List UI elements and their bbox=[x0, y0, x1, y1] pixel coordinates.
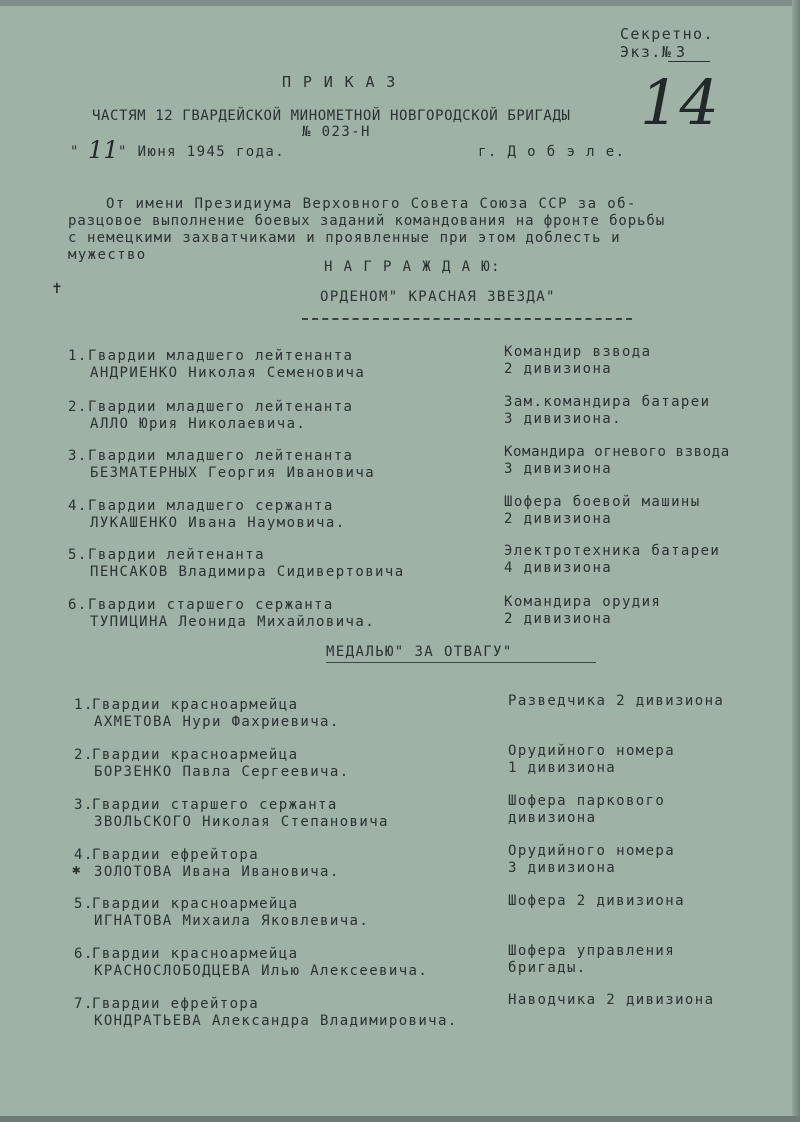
entry-name: КРАСНОСЛОБОДЦЕВА Илью Алексеевича. bbox=[94, 963, 429, 979]
entry-position: Зам.командира батареи bbox=[504, 394, 711, 410]
entry-position: Орудийного номера bbox=[508, 843, 676, 859]
entry-position: Командир взвода bbox=[504, 344, 652, 360]
entry-rank: Гвардии старшего сержанта bbox=[88, 597, 334, 613]
preamble-line-1: От имени Президиума Верховного Совета Союза ССР за об- bbox=[106, 196, 637, 212]
copy-label: Экз.№ bbox=[620, 43, 673, 61]
entry-rank: Гвардии младшего лейтенанта bbox=[88, 399, 354, 415]
entry-name: АЛЛО Юрия Николаевича. bbox=[90, 416, 307, 432]
entry-name: АХМЕТОВА Нури Фахриевича. bbox=[94, 714, 340, 730]
entry-division: 4 дивизиона bbox=[504, 560, 613, 576]
entry-rank: Гвардии младшего сержанта bbox=[88, 498, 334, 514]
entry-rank: Гвардии ефрейтора bbox=[92, 847, 260, 863]
entry-position: Электротехника батареи bbox=[504, 543, 721, 559]
entry-name: КОНДРАТЬЕВА Александра Владимировича. bbox=[94, 1013, 458, 1029]
entry-number: 7. bbox=[74, 996, 94, 1012]
entry-number: 3. bbox=[68, 448, 88, 464]
entry-position: Шофера паркового bbox=[508, 793, 666, 809]
entry-position: Шофера управления bbox=[508, 943, 676, 959]
entry-number: 4. bbox=[68, 498, 88, 514]
entry-division: 3 дивизиона bbox=[504, 461, 613, 477]
entry-rank: Гвардии красноармейца bbox=[92, 697, 299, 713]
handwritten-sheet-number: 14 bbox=[640, 66, 719, 139]
section-heading-red-star: ОРДЕНОМ" КРАСНАЯ ЗВЕЗДА" bbox=[320, 289, 556, 305]
copy-number: 3 bbox=[676, 43, 687, 61]
entry-rank: Гвардии красноармейца bbox=[92, 747, 299, 763]
entry-division: 2 дивизиона bbox=[504, 361, 613, 377]
entry-division: 3 дивизиона bbox=[508, 860, 617, 876]
entry-name: ИГНАТОВА Михаила Яковлевича. bbox=[94, 913, 370, 929]
entry-number: 4. bbox=[74, 847, 94, 863]
page-edge-bottom bbox=[0, 1116, 800, 1122]
entry-rank: Гвардии красноармейца bbox=[92, 946, 299, 962]
order-place: г. Д о б э л е. bbox=[478, 144, 626, 160]
entry-number: 6. bbox=[74, 946, 94, 962]
secret-label: Секретно. bbox=[620, 25, 714, 43]
section-underline bbox=[326, 662, 596, 663]
section-divider bbox=[302, 318, 632, 320]
order-recipient-line: ЧАСТЯМ 12 ГВАРДЕЙСКОЙ МИНОМЕТНОЙ НОВГОРОДСКОЙ БРИГАДЫ bbox=[92, 108, 571, 124]
entry-number: 2. bbox=[74, 747, 94, 763]
entry-number: 5. bbox=[68, 547, 88, 563]
entry-name: ЗОЛОТОВА Ивана Ивановича. bbox=[94, 864, 340, 880]
page-edge-top bbox=[0, 0, 800, 6]
entry-position: Командира орудия bbox=[504, 594, 662, 610]
date-month-year: " Июня 1945 года. bbox=[118, 144, 286, 160]
entry-number: 1. bbox=[74, 697, 94, 713]
margin-mark: ✱ bbox=[72, 862, 81, 878]
entry-position: Шофера боевой машины bbox=[504, 494, 701, 510]
entry-rank: Гвардии младшего лейтенанта bbox=[88, 348, 354, 364]
entry-rank: Гвардии красноармейца bbox=[92, 896, 299, 912]
entry-name: АНДРИЕНКО Николая Семеновича bbox=[90, 365, 366, 381]
entry-rank: Гвардии ефрейтора bbox=[92, 996, 260, 1012]
entry-name: ЛУКАШЕНКО Ивана Наумовича. bbox=[90, 515, 346, 531]
entry-name: БОРЗЕНКО Павла Сергеевича. bbox=[94, 764, 350, 780]
preamble-line-3: с немецкими захватчиками и проявленные при этом доблесть и bbox=[68, 230, 621, 246]
entry-division: дивизиона bbox=[508, 810, 597, 826]
entry-division: 3 дивизиона. bbox=[504, 411, 622, 427]
entry-position: Разведчика 2 дивизиона bbox=[508, 693, 725, 709]
entry-name: ЗВОЛЬСКОГО Николая Степановича bbox=[94, 814, 389, 830]
entry-number: 3. bbox=[74, 797, 94, 813]
entry-name: ПЕНСАКОВ Владимира Сидивертовича bbox=[90, 564, 405, 580]
section-heading-bravery-medal: МЕДАЛЬЮ" ЗА ОТВАГУ" bbox=[326, 644, 513, 660]
copy-number-underline bbox=[668, 61, 710, 62]
page-edge-right bbox=[792, 0, 800, 1122]
entry-number: 6. bbox=[68, 597, 88, 613]
entry-name: ТУПИЦИНА Леонида Михайловича. bbox=[90, 614, 376, 630]
preamble-line-2: разцовое выполнение боевых заданий командования на фронте борьбы bbox=[68, 213, 666, 229]
entry-rank: Гвардии лейтенанта bbox=[88, 547, 265, 563]
entry-rank: Гвардии младшего лейтенанта bbox=[88, 448, 354, 464]
entry-division: 2 дивизиона bbox=[504, 611, 613, 627]
entry-division: 2 дивизиона bbox=[504, 511, 613, 527]
date-quote-open: " bbox=[70, 144, 80, 160]
award-verb: Н А Г Р А Ж Д А Ю: bbox=[324, 259, 501, 275]
entry-position: Командира огневого взвода bbox=[504, 444, 730, 460]
entry-position: Наводчика 2 дивизиона bbox=[508, 992, 715, 1008]
margin-mark: ✝ bbox=[52, 278, 62, 297]
order-title: П Р И К А З bbox=[282, 73, 397, 91]
entry-rank: Гвардии старшего сержанта bbox=[92, 797, 338, 813]
entry-division: 1 дивизиона bbox=[508, 760, 617, 776]
entry-name: БЕЗМАТЕРНЫХ Георгия Ивановича bbox=[90, 465, 376, 481]
entry-position: Орудийного номера bbox=[508, 743, 676, 759]
preamble-line-4: мужество bbox=[68, 247, 147, 263]
entry-number: 1. bbox=[68, 348, 88, 364]
entry-number: 5. bbox=[74, 896, 94, 912]
entry-position: Шофера 2 дивизиона bbox=[508, 893, 685, 909]
entry-division: бригады. bbox=[508, 960, 587, 976]
handwritten-day: 11 bbox=[88, 136, 119, 164]
order-number: № 023-Н bbox=[302, 124, 371, 140]
entry-number: 2. bbox=[68, 399, 88, 415]
